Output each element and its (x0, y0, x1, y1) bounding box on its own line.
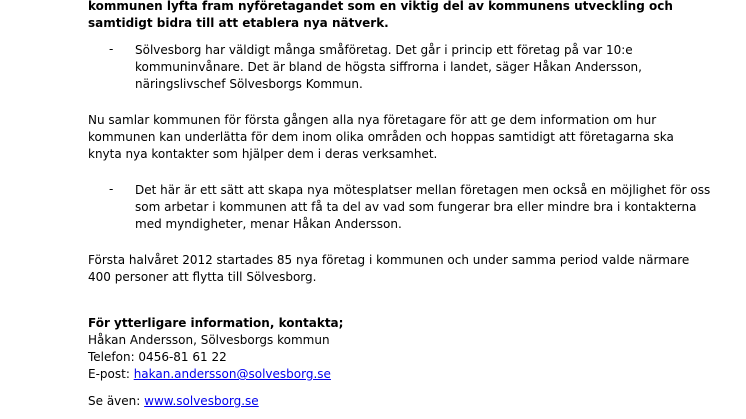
quote-bullet-1 (88, 42, 728, 93)
see-also (88, 393, 728, 410)
email-label: E-post: (88, 367, 134, 381)
contact-email-row (88, 366, 728, 383)
quote-bullet-2 (88, 182, 728, 233)
quote-line: kommuninvånare. Det är bland de högsta siffrorna i landet, säger Håkan Andersson, (135, 60, 642, 74)
body-paragraph-3 (88, 252, 728, 286)
bullet-dash: - (109, 182, 114, 196)
paragraph-line: Första halvåret 2012 startades 85 nya företag i kommunen och under samma period valde närmare (88, 253, 690, 267)
quote-line: Det här är ett sätt att skapa nya mötesplatser mellan företagen men också en möjlighet för oss (135, 183, 711, 197)
bullet-dash: - (109, 42, 114, 56)
quote-line: med myndigheter, menar Håkan Andersson. (135, 217, 402, 231)
intro-paragraph (88, 0, 728, 32)
quote-line: Sölvesborg har väldigt många småföretag. Det går i princip ett företag på var 10:e (135, 43, 633, 57)
paragraph-line: knyta nya kontakter som hjälper dem i deras verksamhet. (88, 147, 438, 161)
contact-block (88, 315, 728, 383)
body-paragraph-2 (88, 112, 728, 163)
email-link[interactable]: hakan.andersson@solvesborg.se (133, 367, 331, 381)
intro-line: samtidigt bidra till att etablera nya nätverk. (88, 16, 389, 30)
contact-heading: För ytterligare information, kontakta; (88, 316, 344, 330)
website-link[interactable]: www.solvesborg.se (144, 394, 259, 408)
paragraph-line: 400 personer att flytta till Sölvesborg. (88, 270, 317, 284)
paragraph-line: Nu samlar kommunen för första gången alla nya företagare för att ge dem information om hur (88, 113, 657, 127)
see-also-label: Se även: (88, 394, 145, 408)
press-release-body (88, 0, 728, 410)
contact-phone: Telefon: 0456-81 61 22 (88, 350, 227, 364)
quote-line: som arbetar i kommunen att få ta del av vad som fungerar bra eller mindre bra i kontakterna (135, 200, 697, 214)
paragraph-line: kommunen kan underlätta för dem inom olika områden och hoppas samtidigt att företagarna ska (88, 130, 674, 144)
intro-line: kommunen lyfta fram nyföretagandet som en viktig del av kommunens utveckling och (88, 0, 673, 13)
contact-name: Håkan Andersson, Sölvesborgs kommun (88, 333, 330, 347)
quote-line: näringslivschef Sölvesborgs Kommun. (135, 77, 363, 91)
see-also-row (88, 393, 728, 410)
